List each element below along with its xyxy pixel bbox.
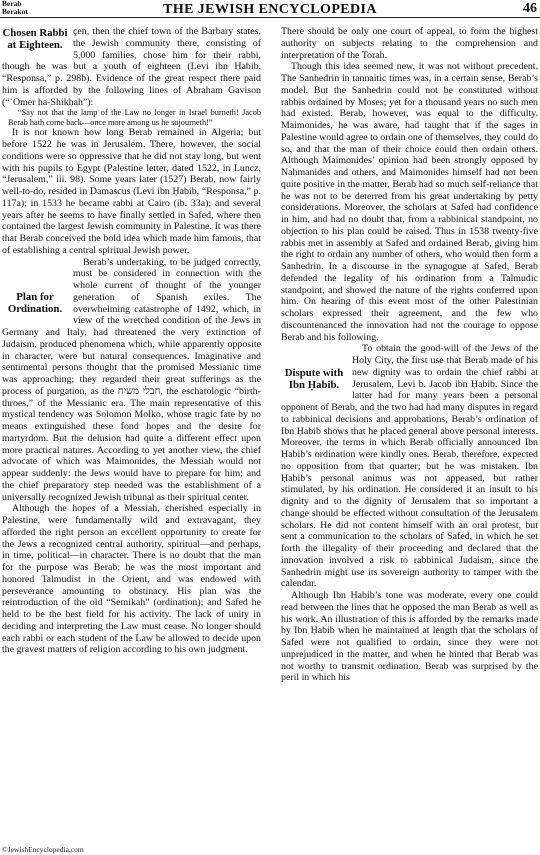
paragraph — [2, 257, 261, 504]
marginal-heading: Chosen Rabbi at Eighteen. — [2, 27, 68, 51]
marginal-heading: Plan for Ordination. — [7, 290, 63, 315]
paragraph: Though this idea seemed new, it was not without precedent. The Sanhedrin in tannaitic times was, in a certain sense, Berab’s model. But the Sanhedrin could not be constituted without rabbis ordained by Moses; yet for a thousand years no such men had existed. Berab, however, was equal to the difficulty. Maimonides, he was aware, had taught that if the sages in Palestine would agree to ordain one of themselves, they could do so, and that the man of their choice could then ordain others. Although Maimonides’ opinion had been strongly opposed by Naḥmanides and others, and Maimonides himself had not been quite positive in the matter, Berab had so much self-reliance that he was not to be deterred from his great undertaking by petty considerations. Moreover, the scholars at Safed had confidence in him, and had no doubt that, from a rabbinical standpoint, no objection to his plan could be raised. Thus in 1538 twenty-five rabbis met in assembly at Safed and ordained Berab, giving him the right to ordain any number of others, who would then form a Sanhedrin. In a discourse in the synagogue at Safed, Berab defended the legality of his ordination from a Talmudic standpoint, and showed the nature of the rights conferred upon him. On hearing of this event most of the other Palestinian scholars expressed their agreement, and the few who discountenanced the innovation had not the courage to oppose Berab and his following. — [281, 61, 538, 343]
paragraph-text: Berab’s undertaking, to be judged correctly, must be considered in connection with the whole current of thought of the younger generation of Spanish exiles. The overwhelming catastrophe of 1492, which, in view of the wretched condition of the Jews in Germany and Italy, had threatened the very extinction of Judaism, produced phenomena which, while apparently opposite in character, were but natural consequences. Imaginative and sentimental persons thought that the promised Messianic time was approaching; they regarded their great sufferings as the process of purgation, as the חבלי משיח, the eschatologic “birth-throes,” of the Messianic era. The main representative of this mystical tendency was Solomon Molko, whose tragic fate by no means extinguished these fond hopes and the desire for martyrdom. But the delusion had quite a different effect upon more practical natures. According to yet another view, the chief advocate of which was Maimonides, the Messiah would not appear suddenly: the Jews would have to prepare for him; and the chief preparatory step needed was the establishment of a universally recognized Jewish tribunal as their spiritual center. — [2, 256, 261, 503]
paragraph-text: To obtain the good-will of the Jews of the Holy City, the first use that Berab made of his new dignity was to ordain the chief rabbi at Jerusalem, Levi b. Jacob ibn Ḥabib. Since the latter had for many years been a personal opponent of Berab, and the two had had many disputes in regard to rabbinical decisions and approbations, Berab’s ordination of Ibn Ḥabib shows that he placed general above personal interests. Moreover, the terms in which Berab officially announced Ibn Ḥabib’s ordination were kindly ones. Berab, therefore, expected no opposition from that quarter; but he was mistaken. Ibn Ḥabib’s personal animus was not appeased, but rather stimulated, by his ordination. He considered it an insult to his dignity and to the dignity of Jerusalem that so important a change should be effected without consultation of the Jerusalem scholars. He did not content himself with an oral protest, but sent a communication to the scholars of Safed, in which he set forth the illegality of their proceeding and declared that the innovation involved a risk to rabbinical Judaism, since the Sanhedrin might use its sovereign authority to tamper with the calendar. — [281, 343, 538, 590]
running-head-word-1: Berab — [2, 0, 22, 8]
running-head-word-2: Berakot — [2, 7, 28, 16]
paragraph — [2, 26, 261, 108]
marginal-heading: Dispute with Ibn Ḥabib. — [284, 367, 344, 392]
page-title: THE JEWISH ENCYCLOPEDIA — [163, 2, 377, 17]
paragraph — [281, 343, 538, 590]
header-rule — [0, 17, 540, 18]
verse-quote: “Say not that the lamp of the Law no longer in Israel burneth! Jacob Berab hath come back—once more among us he sojourneth!” — [8, 108, 261, 127]
paragraph: Although Ibn Ḥabib’s tone was moderate, every one could read between the lines that he opposed the man Berab as well as his work. An illustration of this is afforded by the remarks made by Ibn Ḥabib when he maintained at length that the scholars of Safed were not qualified to ordain, since they were not unprejudiced in the matter, and when he hinted that Berab was not worthy to transmit ordination. Berab was surprised by the peril in which his — [281, 590, 538, 684]
page-header — [0, 0, 540, 22]
right-column — [281, 26, 538, 684]
paragraph-text: çen, then the chief town of the Barbary states, the Jewish community there, consisting of 5,000 families, chose him for their rabbi, though he was but a youth of eighteen (Levi ibn Ḥabib, “Responsa,” p. 298b). Evidence of the great respect there paid him is afforded by the following lines of Abraham Gavison (“ʿOmer ha-Shikḥah”): — [2, 26, 261, 108]
paragraph: It is not known how long Berab remained in Algeria; but before 1522 he was in Jerusalem. There, however, the social conditions were so oppressive that he did not stay long, but went with his pupils to Egypt (Palestine letter, dated 1522, in Luncz, “Jerusalem,” iii. 98). Some years later (1527) Berab, now fairly well-to-do, resided in Damascus (Levi ibn Ḥabib, “Responsa,” p. 117a); in 1533 he became rabbi at Cairo (ib. 33a); and several years after he seems to have finally settled in Safed, where then contained the largest Jewish community in Palestine. It was there that Berab conceived the bold idea which made him famous, that of establishing a central spiritual Jewish power. — [2, 127, 261, 256]
page-number: 46 — [523, 1, 537, 16]
paragraph: Although the hopes of a Messiah, cherished especially in Palestine, were fundamentally wild and extravagant, they afforded the right person an excellent opportunity to create for the Jews a recognized central authority, spiritual—and perhaps, in time, political—in character. There is no doubt that the man for the purpose was Berab; he was the most important and honored Talmudist in the Orient, and was endowed with perseverance amounting to obstinacy. His plan was the reintroduction of the old “Semikah” (ordination); and Safed he held to be the best field for his activity. The lack of unity in deciding and interpreting the Law must cease. No longer should each rabbi or each student of the Law be allowed to decide upon the gravest matters of religion according to his own judgment. — [2, 503, 261, 656]
paragraph: There should be only one court of appeal, to form the highest authority on subjects relating to the comprehension and interpretation of the Torah. — [281, 26, 538, 61]
left-column — [2, 26, 261, 656]
footer-credit: ©JewishEncyclopedia.com — [2, 845, 84, 854]
